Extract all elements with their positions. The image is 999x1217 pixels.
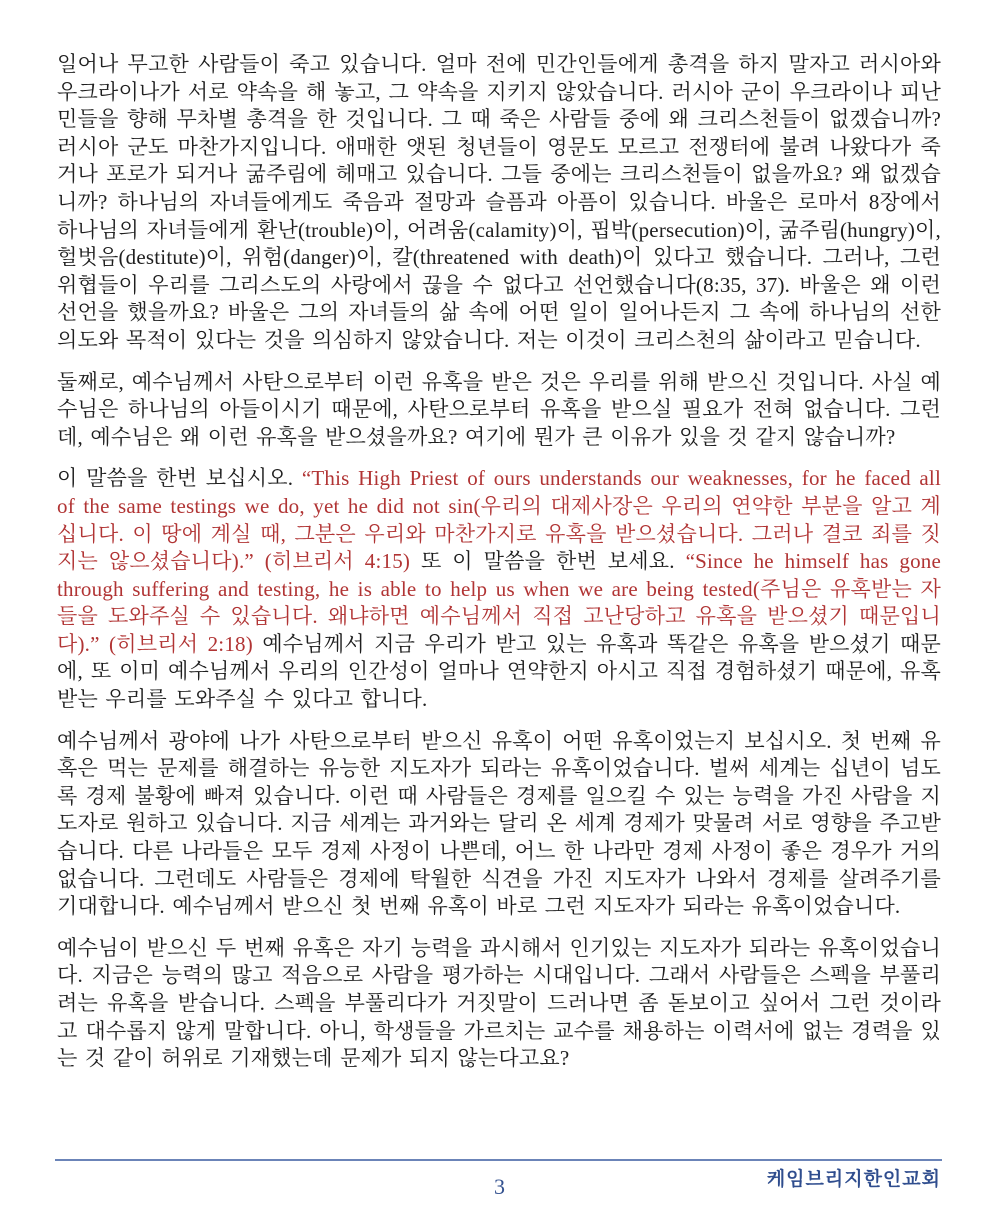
scripture-quote-text: “This High Priest of ours understands our weaknesses, for he faced all of the same testings we do, yet he did not sin(우리의 대제사장은 우리의 연약한 부분을 알고 계십니다. 이 땅에 계실 때, 그분은 우리와 마찬가지로 유혹을 받으셨습니다. 그러나 결코 죄를 짓지는 않으셨습니다).” (히브리서 4:15) (57, 466, 941, 574)
body-text-run: 또 이 말씀을 한번 보세요. (410, 549, 686, 574)
scripture-quote-text: “Since he himself has gone through suffering and testing, he is able to help us when we are being tested(주님은 유혹받는 자들을 도와주실 수 있습니다. 왜냐하면 예수님께서 직접 고난당하고 유혹을 받으셨기 때문입니다).” (히브리서 2:18) (57, 549, 941, 656)
page-number: 3 (494, 1174, 505, 1199)
body-text-run: 예수님이 받으신 두 번째 유혹은 자기 능력을 과시해서 인기있는 지도자가 되라는 유혹이었습니다. 지금은 능력의 많고 적음으로 사람을 평가하는 시대입니다. 그래서 사람들은 스펙을 부풀리려는 유혹을 받습니다. 스펙을 부풀리다가 거짓말이 드러나면 좀 돋보이고 싶어서 그런 것이라고 대수롭지 않게 말합니다. 아니, 학생들을 가르치는 교수를 채용하는 이력서에 없는 경력을 있는 것 같이 허위로 기재했는데 문제가 되지 않는다고요? (57, 935, 941, 1071)
paragraph (57, 369, 941, 452)
body-text-run: 예수님께서 지금 우리가 받고 있는 유혹과 똑같은 유혹을 받으셨기 때문에, 또 이미 예수님께서 우리의 인간성이 얼마나 연약한지 아시고 직접 경험하셨기 때문에, 유혹받는 우리를 도와주실 수 있다고 합니다. (57, 631, 942, 712)
body-text-run: 이 말씀을 한번 보십시오. (57, 466, 302, 491)
body-text-run: 둘째로, 예수님께서 사탄으로부터 이런 유혹을 받은 것은 우리를 위해 받으신 것입니다. 사실 예수님은 하나님의 아들이시기 때문에, 사탄으로부터 유혹을 받으실 필요가 전혀 없습니다. 그런데, 예수님은 왜 이런 유혹을 받으셨을까요? 여기에 뭔가 큰 이유가 있을 것 같지 않습니까? (57, 369, 941, 449)
paragraph (57, 465, 941, 713)
footer-divider (55, 1159, 942, 1161)
body-text-run: 예수님께서 광야에 나가 사탄으로부터 받으신 유혹이 어떤 유혹이었는지 보십시오. 첫 번째 유혹은 먹는 문제를 해결하는 유능한 지도자가 되라는 유혹이었습니다. 벌써 세계는 십년이 넘도록 경제 불황에 빠져 있습니다. 이런 때 사람들은 경제를 일으킬 수 있는 능력을 가진 사람을 지도자로 원하고 있습니다. 지금 세계는 과거와는 달리 온 세계 경제가 맞물려 서로 영향을 주고받습니다. 다른 나라들은 모두 경제 사정이 나쁜데, 어느 한 나라만 경제 사정이 좋은 경우가 거의 없습니다. 그런데도 사람들은 경제에 탁월한 식견을 가진 지도자가 나와서 경제를 살려주기를 기대합니다. 예수님께서 받으신 첫 번째 유혹이 바로 그런 지도자가 되라는 유혹이었습니다. (57, 728, 941, 919)
paragraph (57, 51, 941, 355)
sermon-body (57, 51, 941, 1087)
paragraph (57, 728, 941, 921)
church-name: 케임브리지한인교회 (766, 1169, 941, 1190)
body-text-run: 일어나 무고한 사람들이 죽고 있습니다. 얼마 전에 민간인들에게 총격을 하지 말자고 러시아와 우크라이나가 서로 약속을 해 놓고, 그 약속을 지키지 않았습니다. 러시아 군이 우크라이나 피난민들을 향해 무차별 총격을 한 것입니다. 그 때 죽은 사람들 중에 왜 크리스천들이 없겠습니까? 러시아 군도 마찬가지입니다. 애매한 앳된 청년들이 영문도 모르고 전쟁터에 불려 나왔다가 죽거나 포로가 되거나 굶주림에 헤매고 있습니다. 그들 중에는 크리스천들이 없을까요? 왜 없겠습니까? 하나님의 자녀들에게도 죽음과 절망과 슬픔과 아픔이 있습니다. 바울은 로마서 8장에서 하나님의 자녀들에게 환난(trouble)이, 어려움(calamity)이, 핍박(persecution)이, 굶주림(hungry)이, 헐벗음(destitute)이, 위험(danger)이, 칼(threatened with death)이 있다고 했습니다. 그러나, 그런 위협들이 우리를 그리스도의 사랑에서 끊을 수 없다고 선언했습니다(8:35, 37). 바울은 왜 이런 선언을 했을까요? 바울은 그의 자녀들의 삶 속에 어떤 일이 일어나든지 그 속에 하나님의 선한 의도와 목적이 있다는 것을 의심하지 않았습니다. 저는 이것이 크리스천의 삶이라고 믿습니다. (57, 52, 941, 352)
paragraph (57, 935, 941, 1073)
